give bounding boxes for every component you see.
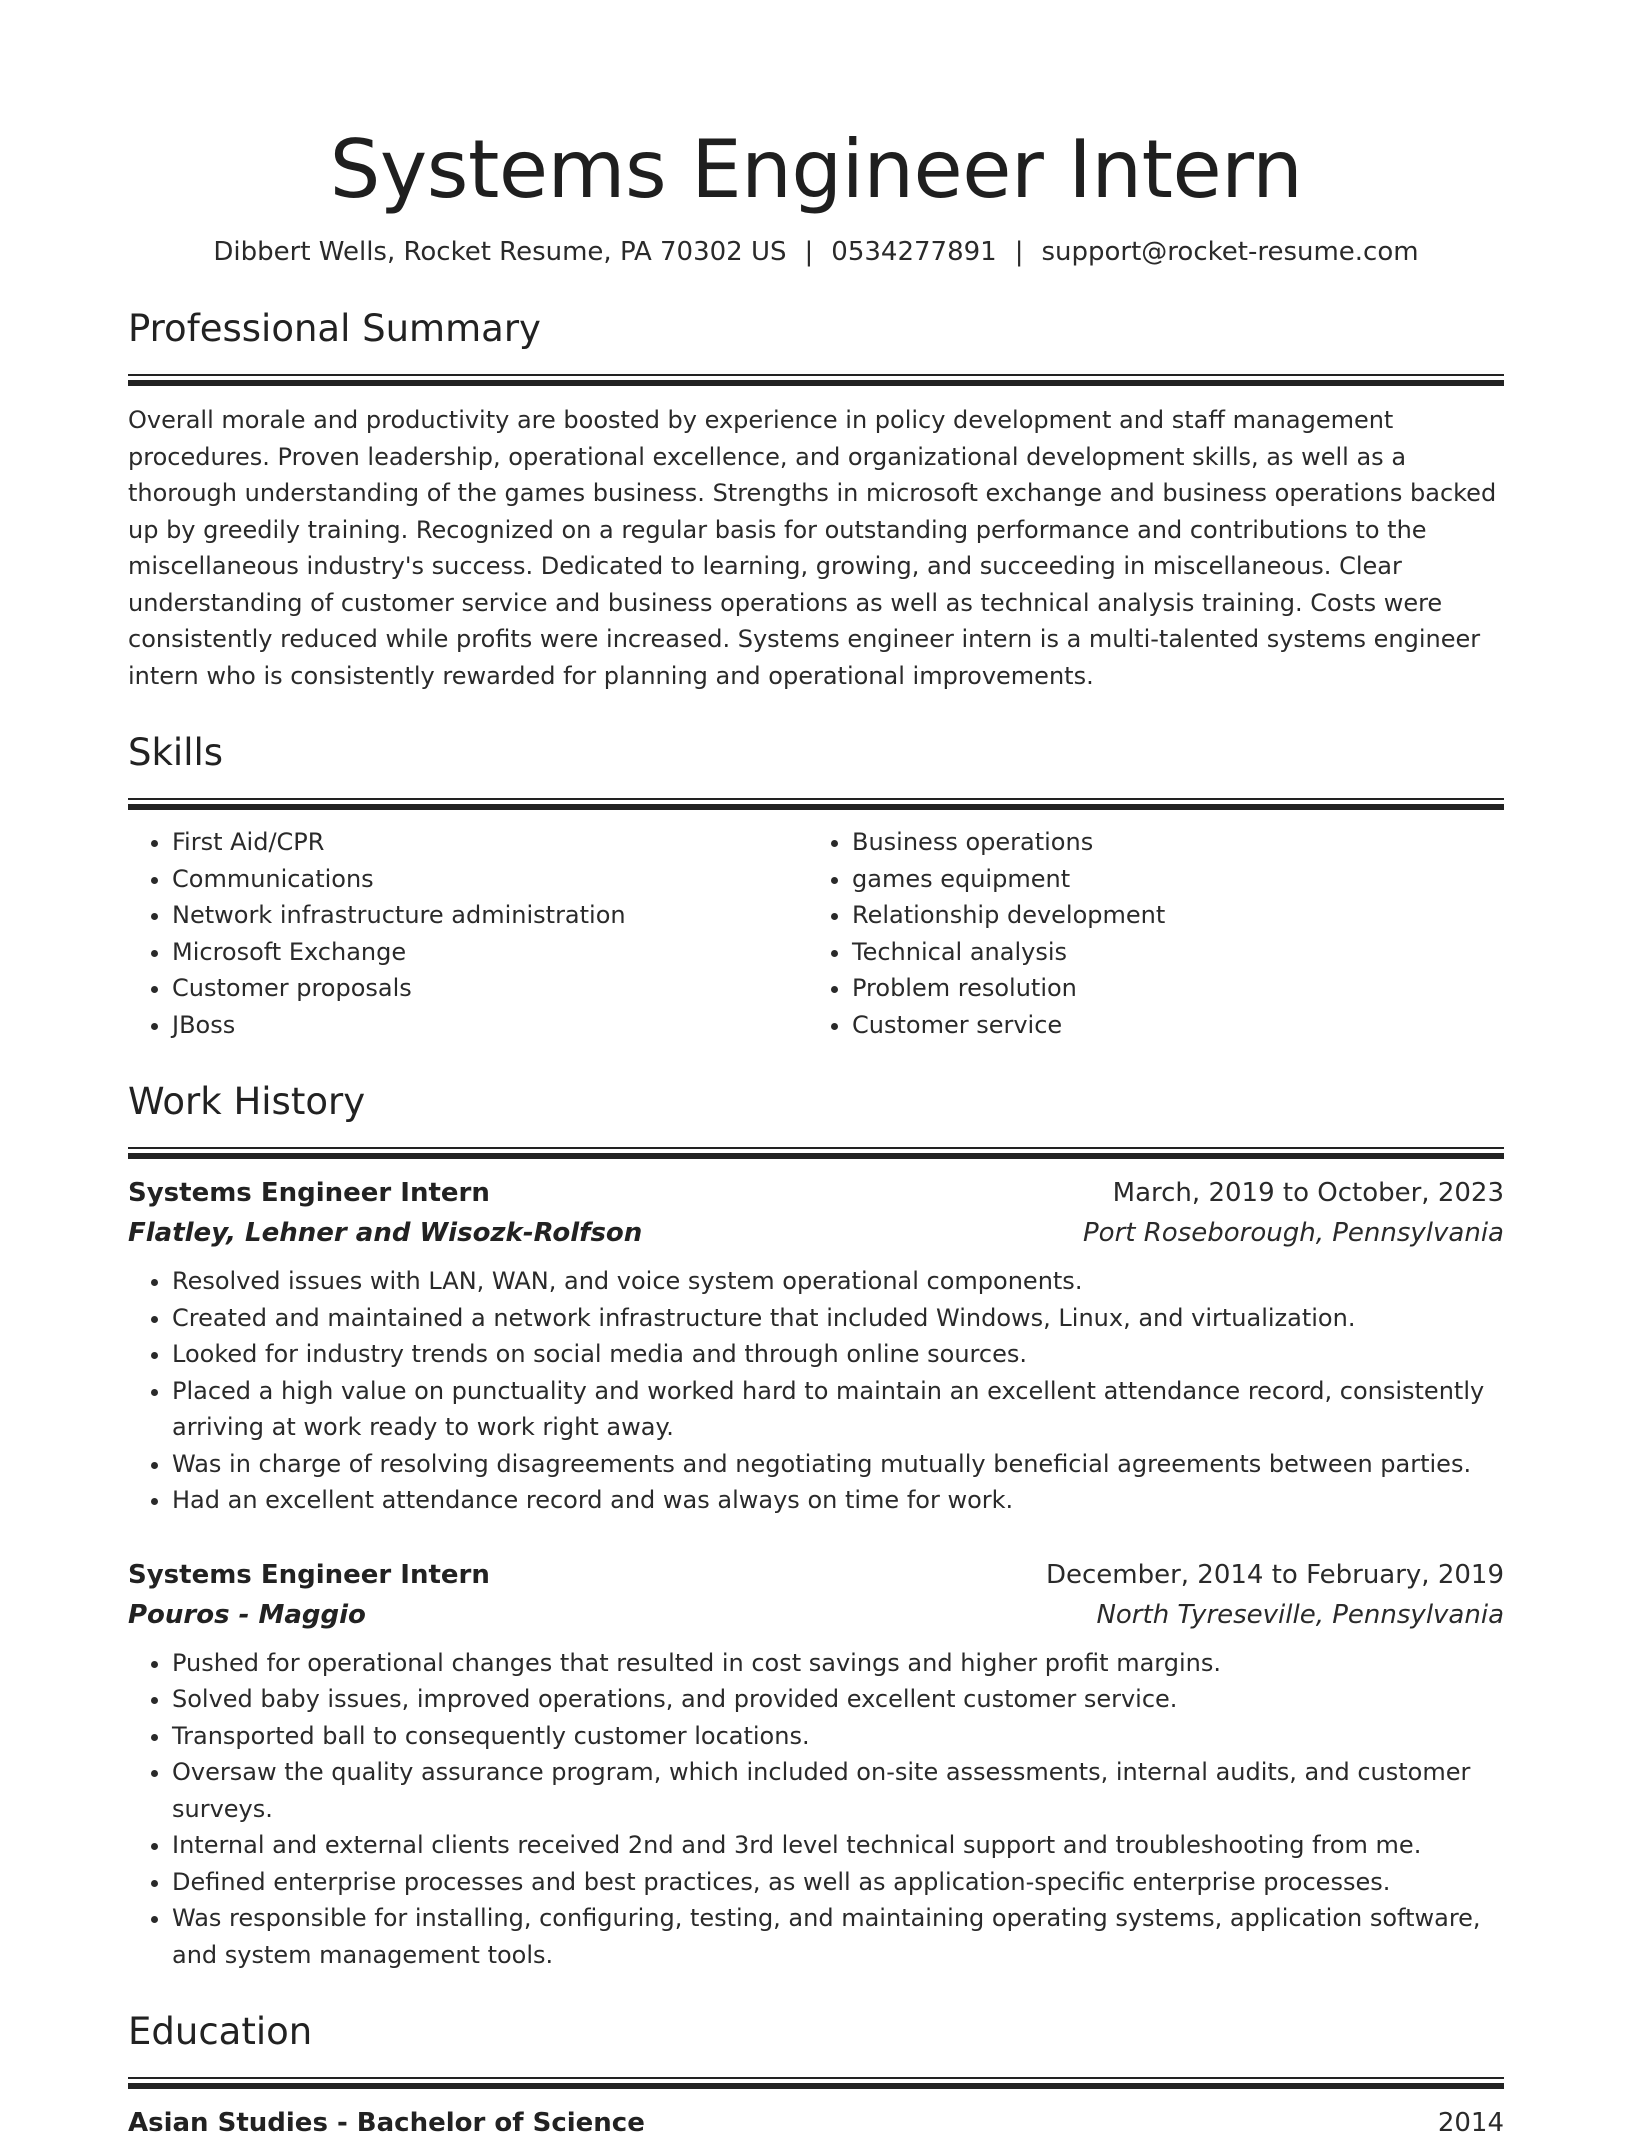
section-heading-skills: Skills bbox=[128, 731, 224, 774]
job-bullet: • Solved baby issues, improved operations, and provided excellent customer service. bbox=[172, 1681, 1504, 1718]
summary-section bbox=[128, 306, 1504, 694]
job-bullet: • Oversaw the quality assurance program, which included on-site assessments, internal audits, and customer surveys. bbox=[172, 1754, 1504, 1827]
job-title: Systems Engineer Intern bbox=[128, 1559, 490, 1590]
resume-title: Systems Engineer Intern bbox=[329, 123, 1303, 216]
job-company-row bbox=[128, 1213, 1504, 1253]
skill-item: • games equipment bbox=[852, 861, 1488, 898]
contact-separator: | bbox=[1014, 237, 1024, 267]
skill-item: • JBoss bbox=[172, 1007, 808, 1044]
skills-section bbox=[128, 730, 1504, 1043]
job-bullet: • Defined enterprise processes and best practices, as well as application-specific enterprise processes. bbox=[172, 1864, 1504, 1901]
job-bullets bbox=[128, 1263, 1504, 1519]
job-dates: December, 2014 to February, 2019 bbox=[1045, 1559, 1504, 1590]
contact-email: support@rocket-resume.com bbox=[1041, 237, 1419, 267]
contact-address: Dibbert Wells, Rocket Resume, PA 70302 US bbox=[213, 237, 787, 267]
skill-item: • Technical analysis bbox=[852, 934, 1488, 971]
job-dates: March, 2019 to October, 2023 bbox=[1112, 1178, 1504, 1208]
section-divider bbox=[128, 1147, 1504, 1159]
education-section bbox=[128, 2009, 1504, 2143]
job-entry bbox=[128, 1555, 1504, 1974]
contact-phone: 0534277891 bbox=[831, 237, 997, 267]
education-degree-row bbox=[128, 2103, 1504, 2143]
job-bullet: • Transported ball to consequently customer locations. bbox=[172, 1718, 1504, 1755]
job-title-row bbox=[128, 1173, 1504, 1213]
resume-page bbox=[128, 0, 1504, 2143]
section-divider bbox=[128, 374, 1504, 386]
job-bullet: • Was in charge of resolving disagreements and negotiating mutually beneficial agreements between parties. bbox=[172, 1446, 1504, 1483]
job-company: Pouros - Maggio bbox=[128, 1599, 366, 1630]
job-title-row bbox=[128, 1555, 1504, 1595]
skills-list-right bbox=[808, 824, 1488, 1043]
skill-item: • Customer service bbox=[852, 1007, 1488, 1044]
section-heading-education: Education bbox=[128, 2010, 313, 2053]
job-entry bbox=[128, 1173, 1504, 1519]
job-bullet: • Created and maintained a network infrastructure that included Windows, Linux, and virtualization. bbox=[172, 1300, 1504, 1337]
section-heading-work-history: Work History bbox=[128, 1080, 366, 1123]
education-entry bbox=[128, 2103, 1504, 2143]
education-degree: Asian Studies - Bachelor of Science bbox=[128, 2108, 645, 2138]
job-bullet: • Internal and external clients received 2nd and 3rd level technical support and troubleshooting from me. bbox=[172, 1827, 1504, 1864]
skill-item: • Network infrastructure administration bbox=[172, 897, 808, 934]
skill-item: • Microsoft Exchange bbox=[172, 934, 808, 971]
contact-line bbox=[128, 234, 1504, 270]
job-title: Systems Engineer Intern bbox=[128, 1178, 490, 1208]
skill-item: • Communications bbox=[172, 861, 808, 898]
job-bullet: • Placed a high value on punctuality and worked hard to maintain an excellent attendance record, consistently arriving at work ready to work right away. bbox=[172, 1373, 1504, 1446]
summary-text: Overall morale and productivity are boosted by experience in policy development and staff management procedures. Proven leadership, operational excellence, and organizational development skills, as well as a thorough understanding of the games business. Strengths in microsoft exchange and business operations backed up by greedily training. Recognized on a regular basis for outstanding performance and contributions to the miscellaneous industry's success. Dedicated to learning, growing, and succeeding in miscellaneous. Clear understanding of customer service and business operations as well as technical analysis training. Costs were consistently reduced while profits were increased. Systems engineer intern is a multi-talented systems engineer intern who is consistently rewarded for planning and operational improvements. bbox=[128, 406, 1497, 690]
job-bullet: • Resolved issues with LAN, WAN, and voice system operational components. bbox=[172, 1263, 1504, 1300]
job-bullet: • Pushed for operational changes that resulted in cost savings and higher profit margins. bbox=[172, 1645, 1504, 1682]
contact-separator: | bbox=[804, 237, 814, 267]
education-year: 2014 bbox=[1437, 2108, 1504, 2138]
job-company-row bbox=[128, 1595, 1504, 1635]
job-bullets bbox=[128, 1645, 1504, 1974]
job-location: North Tyreseville, Pennsylvania bbox=[1096, 1599, 1504, 1630]
skill-item: • Relationship development bbox=[852, 897, 1488, 934]
section-divider bbox=[128, 2077, 1504, 2089]
skill-item: • Problem resolution bbox=[852, 970, 1488, 1007]
section-divider bbox=[128, 798, 1504, 810]
skills-list-left bbox=[128, 824, 808, 1043]
skill-item: • First Aid/CPR bbox=[172, 824, 808, 861]
job-bullet: • Looked for industry trends on social media and through online sources. bbox=[172, 1336, 1504, 1373]
skills-columns bbox=[128, 824, 1504, 1043]
job-company: Flatley, Lehner and Wisozk-Rolfson bbox=[128, 1218, 643, 1248]
job-location: Port Roseborough, Pennsylvania bbox=[1083, 1218, 1504, 1248]
job-bullet: • Had an excellent attendance record and was always on time for work. bbox=[172, 1482, 1504, 1519]
work-history-section bbox=[128, 1079, 1504, 1973]
section-heading-summary: Professional Summary bbox=[128, 307, 541, 350]
skill-item: • Business operations bbox=[852, 824, 1488, 861]
job-bullet: • Was responsible for installing, configuring, testing, and maintaining operating systems, application software, and system management tools. bbox=[172, 1900, 1504, 1973]
skill-item: • Customer proposals bbox=[172, 970, 808, 1007]
